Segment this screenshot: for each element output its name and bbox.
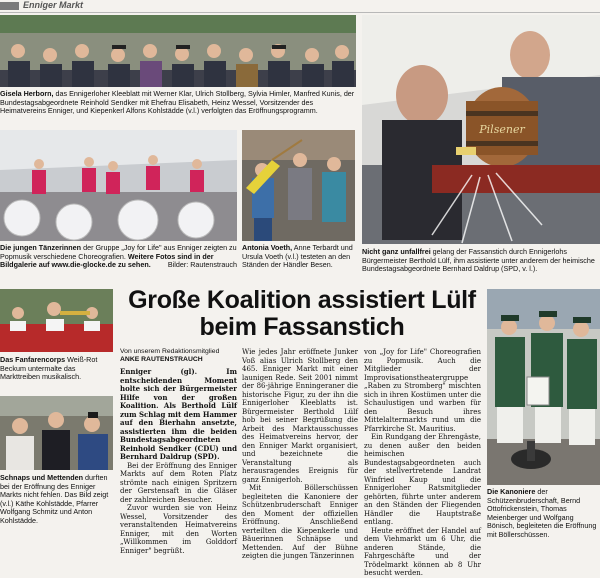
photo-besen — [242, 130, 355, 241]
caption-dancers-lead: Die jungen Tänzerinnen — [0, 243, 82, 252]
article-paragraph: Bei der Eröffnung des Enniger Markts auf dem Roten Platz strömte nach einigen Spritzern der Gerstensaft in die Gläser der zahlreichen Besucher. — [120, 461, 237, 504]
byline-label: Von unserem Redaktionsmitglied — [120, 348, 220, 355]
caption-voeth-text: Anne Terbardt und Ursula Voeth (v.l.) testeten an den Ständen der Händler Besen. — [242, 243, 353, 270]
caption-dancers — [0, 244, 237, 270]
photo-crowd — [0, 15, 356, 87]
photo-kanoniere — [487, 289, 600, 485]
caption-crowd-lead: Gisela Herborn, — [0, 89, 54, 98]
caption-kanoniere — [487, 488, 600, 540]
article-paragraph: von „Joy for Life" Choreografien zu Popmusik. Auch die Mitglieder der Improvisationstheatergruppe „Raben zu Stromberg" mischten sich in ihren Kostümen unter die Schaulustigen und warben für den Besuch ihres Mittelaltermarkts rund um die Pfarrkirche St. Mauritius. — [364, 348, 481, 433]
article-column-1 — [120, 348, 237, 555]
article-column-2 — [242, 348, 358, 561]
caption-voeth — [242, 244, 356, 270]
caption-voeth-lead: Antonia Voeth, — [242, 243, 293, 252]
caption-crowd — [0, 90, 358, 116]
photo-schnaps — [0, 396, 113, 470]
section-header — [0, 0, 600, 13]
article-column-3 — [364, 348, 481, 578]
article-paragraph: Zuvor wurden sie von Heinz Wessel, Vorsitzender des veranstaltenden Heimatvereins Enniger, mit den Worten „Willkommen im Golddorf Enniger" begrüßt. — [120, 504, 237, 555]
caption-schnaps — [0, 474, 113, 526]
author-name: ANKE RAUTENSTRAUCH — [120, 356, 203, 364]
caption-fanfare — [0, 356, 113, 382]
article-paragraph: Heute eröffnet der Handel auf dem Viehmarkt um 6 Uhr, die anderen Stände, die Fahrgeschäfte und der Trödelmarkt können ab 8 Uhr besucht werden. — [364, 526, 481, 577]
barrel-label: Pilsener — [479, 123, 525, 136]
caption-fanfare-lead: Das Fanfarencorps — [0, 355, 66, 364]
section-title: Enniger Markt — [23, 0, 84, 10]
photo-dancers — [0, 130, 237, 241]
photo-fanfare — [0, 289, 113, 352]
article-headline: Große Koalition assistiert Lülf beim Fassanstich — [128, 286, 476, 341]
article-paragraph: Wie jedes Jahr eröffnete Junker Voß alias Ulrich Stollberg den 465. Enniger Markt mit einer launigen Rede. Seit 2001 nimmt der 86-jährige Enningeraner die historische Figur, zu der ihn die Ennigerloher Kleeblatts ist. Bürgermeister Berthold Lülf hob bei seiner Begrüßung die Arbeit des Marktausschusses des Heimatvereins hervor, der den Enniger Markt organisiert, und bezeichnete die Veranstaltung als herausragendes Ereignis für ganz Ennigerloh. — [242, 348, 358, 484]
caption-dancers-gallery: Weitere Fotos sind in der Bildgalerie auf www.die-glocke.de zu sehen. — [0, 251, 214, 270]
caption-fass-lead: Nicht ganz unfallfrei — [362, 247, 431, 256]
photo-credit: Bilder: Rautenstrauch — [167, 260, 237, 270]
caption-kanoniere-text: der Schützenbruderschaft, Bernd Ottofrickenstein, Thomas Meienberger und Wolfgang Bönisch, begleiteten die Eröffnung mit Böllerschüssen. — [487, 487, 597, 539]
caption-schnaps-text: durften bei der Eröffnung des Enniger Markts nicht fehlen. Das Bild zeigt (v.l.) Käthe Kohlstädde, Pfarrer Wolfgang Schmitz und Anton Kohlstädde. — [0, 473, 109, 525]
caption-crowd-text: das Ennigerloher Kleeblatt mit Werner Klar, Ulrich Stollberg, Sylvia Himler, Manfred Kunis, der Bundestagsabgeordnete Reinhold Sendker mit Ehefrau Elisabeth, Heinz Wessel, Vorsitzender des Heimatvereins Enniger, und Kiepenkerl Alfons Kohlstädde (v.l.) verfolgten das Eröffnungsprogramm. — [0, 89, 355, 116]
photo-fassanstich — [362, 15, 600, 244]
article-paragraph: Ein Rundgang der Ehrengäste, zu denen außer den beiden heimischen Bundestagsabgeordneten auch der stellvertretende Landrat Winfried Kaup und die Ennigerloher Ratsmitglieder gehörten, führte unter anderem an den Ständen der Fliegenden Händler die Hauptstraße entlang. — [364, 433, 481, 526]
caption-fanfare-text: Weiß-Rot Beckum untermalte das Markttreiben musikalisch. — [0, 355, 98, 382]
caption-kanoniere-lead: Die Kanoniere — [487, 487, 536, 496]
article-lead: Enniger (gl). Im entscheidenden Moment holte sich der Bürgermeister Hilfe von der großen Koalition. Als Berthold Lülf zum Schlag mit dem Hammer auf den Bierhahn ansetzte, assistierten ihm die beiden Bundestagsabgeordneten Reinhold Sendker (CDU) und Bernhard Daldrup (SPD). — [120, 367, 237, 462]
caption-dancers-text: der Gruppe „Joy for Life" aus Enniger zeigten zu Popmusik verschiedene Choreografien. — [0, 243, 237, 261]
caption-schnaps-lead: Schnaps und Mettenden — [0, 473, 84, 482]
article-paragraph: Mit Böllerschüssen begleiteten die Kanoniere der Schützenbruderschaft Enniger den Moment der offiziellen Eröffnung. Anschließend verteilten die Kiepenkerle und Bäuerinnen Schnäpse und Mettenden. Auf der Bühne zeigten die jungen Tänzerinnen — [242, 484, 358, 560]
caption-fass-text: gelang der Fassanstich durch Ennigerlohs Bürgermeister Berthold Lülf, ihm assistierte unter anderem der heimische Bundestagsabgeordnete Bernhard Daldrup (SPD, v. l.). — [362, 247, 595, 274]
byline — [120, 348, 237, 364]
section-marker — [0, 2, 19, 10]
caption-fass — [362, 248, 600, 274]
